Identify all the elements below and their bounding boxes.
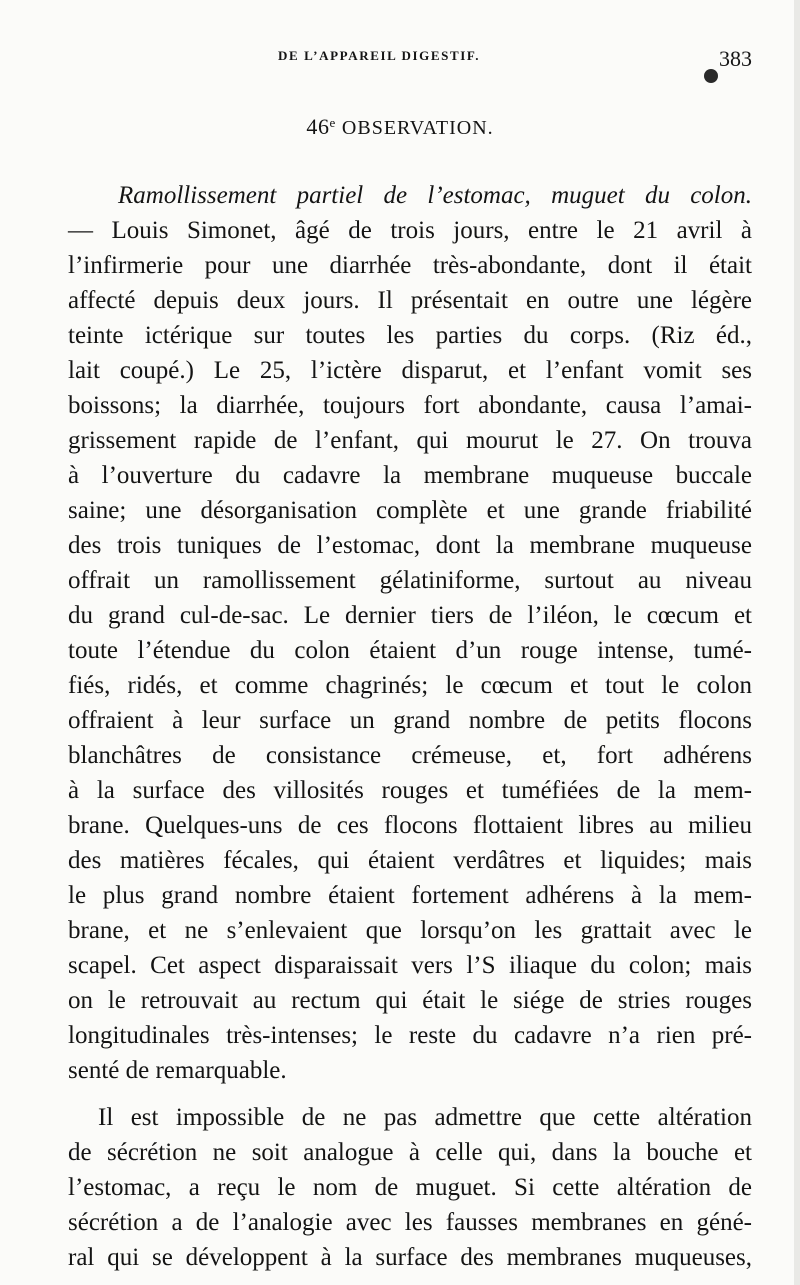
text-line: Il est impossible de ne pas admettre que cette altération (98, 1104, 752, 1131)
text-line: du grand cul-de-sac. Le dernier tiers de l’iléon, le cœcum et (68, 602, 752, 629)
text-line: brane, et ne s’enlevaient que lorsqu’on les grattait avec le (68, 917, 752, 944)
paragraph-2 (68, 1100, 752, 1275)
text-line: senté de remarquable. (68, 1057, 287, 1084)
observation-number: 46 (306, 114, 330, 139)
text-line: saine; une désorganisation complète et une grande friabilité (68, 497, 752, 524)
page-number: 383 (719, 46, 752, 71)
body-text (68, 178, 752, 1275)
text-line: lait coupé.) Le 25, l’ictère disparut, et l’enfant vomit ses (68, 357, 752, 384)
text-line: toute l’étendue du colon étaient d’un rouge intense, tumé- (68, 637, 752, 664)
running-head (0, 46, 800, 70)
text-line: scapel. Cet aspect disparaissait vers l’S iliaque du colon; mais (68, 952, 752, 979)
page-edge (794, 0, 800, 1285)
text-line: teinte ictérique sur toutes les parties du corps. (Riz éd., (68, 322, 752, 349)
text-line: à la surface des villosités rouges et tuméfiées de la mem- (68, 777, 752, 804)
observation-heading (0, 114, 800, 140)
text-line: le plus grand nombre étaient fortement adhérens à la mem- (68, 882, 752, 909)
observation-superscript: e (329, 115, 336, 130)
text-line: des trois tuniques de l’estomac, dont la membrane muqueuse (68, 532, 752, 559)
observation-label: OBSERVATION. (341, 117, 494, 139)
text-line: longitudinales très-intenses; le reste du cadavre n’a rien pré- (68, 1022, 752, 1049)
paragraph-gap (68, 1088, 752, 1100)
text-line: ral qui se développent à la surface des membranes muqueuses, (68, 1244, 752, 1271)
text-line: fiés, ridés, et comme chagrinés; le cœcum et tout le colon (68, 672, 752, 699)
text-line: on le retrouvait au rectum qui était le siége de stries rouges (68, 987, 752, 1014)
text-line: offraient à leur surface un grand nombre de petits flocons (68, 707, 752, 734)
text-line: affecté depuis deux jours. Il présentait en outre une légère (68, 287, 752, 314)
text-line: à l’ouverture du cadavre la membrane muqueuse buccale (68, 462, 752, 489)
text-line: l’infirmerie pour une diarrhée très-abondante, dont il était (68, 252, 752, 279)
text-line: sécrétion a de l’analogie avec les fausses membranes en géné- (68, 1209, 752, 1236)
ink-blot (704, 69, 718, 83)
text-line: — Louis Simonet, âgé de trois jours, entre le 21 avril à (68, 217, 752, 244)
text-line: brane. Quelques-uns de ces flocons flottaient libres au milieu (68, 812, 752, 839)
text-line: blanchâtres de consistance crémeuse, et, fort adhérens (68, 742, 752, 769)
text-line: grissement rapide de l’enfant, qui mourut le 27. On trouva (68, 427, 752, 454)
text-line: des matières fécales, qui étaient verdâtres et liquides; mais (68, 847, 752, 874)
text-line: de sécrétion ne soit analogue à celle qui, dans la bouche et (68, 1139, 752, 1166)
text-line: offrait un ramollissement gélatiniforme, surtout au niveau (68, 567, 752, 594)
paragraph-1 (68, 178, 752, 1088)
paragraph-title (68, 178, 752, 213)
text-line: boissons; la diarrhée, toujours fort abondante, causa l’amai- (68, 392, 752, 419)
text-line: l’estomac, a reçu le nom de muguet. Si cette altération de (68, 1174, 752, 1201)
paragraph-title-italic: Ramollissement partiel de l’estomac, muguet du colon. (118, 182, 752, 209)
running-title: DE L’APPAREIL DIGESTIF. (278, 48, 481, 63)
